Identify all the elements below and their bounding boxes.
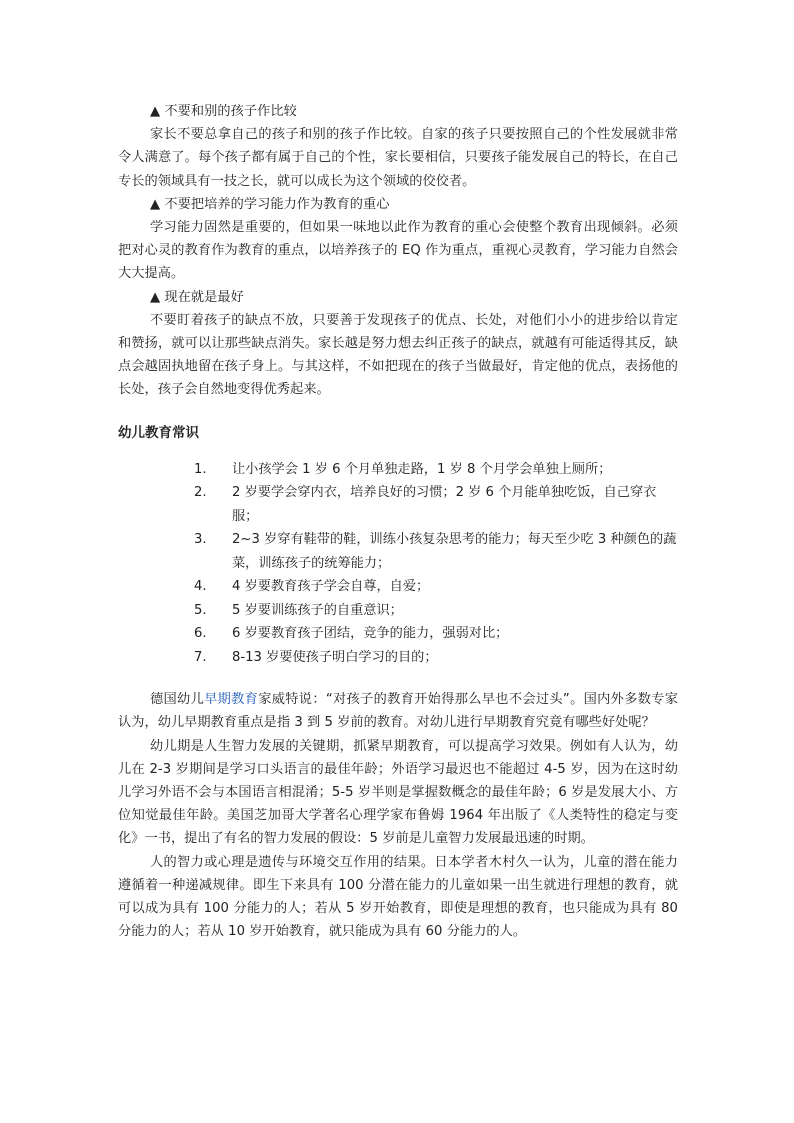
- list-item-text: 8-13 岁要使孩子明白学习的目的；: [232, 649, 438, 665]
- tip-heading-no-comparison: ▲ 不要和别的孩子作比较: [150, 104, 297, 119]
- intro-text-before-link: 德国幼儿: [150, 692, 205, 708]
- parenting-tips: [118, 100, 678, 402]
- list-item-text: 让小孩学会 1 岁 6 个月单独走路，1 岁 8 个月学会单独上厕所；: [232, 461, 612, 477]
- early-education-list: [194, 458, 678, 670]
- list-item-text: 4 岁要教育孩子学会自尊，自爱；: [232, 579, 430, 595]
- list-item: [194, 481, 678, 528]
- tip-heading-now-is-best: ▲ 现在就是最好: [150, 289, 244, 305]
- list-item: [194, 622, 678, 646]
- section-title-early-education: 幼儿教育常识: [118, 424, 199, 441]
- tip-paragraph-no-comparison: 家长不要总拿自己的孩子和别的孩子作比较。自家的孩子只要按照自己的个性发展就非常令人满意了。每个孩子都有属于自己的个性，家长要相信，只要孩子能发展自己的特长，在自己专长的领域具有一技之长，就可以成长为这个领域的佼佼者。: [118, 127, 678, 189]
- list-item: [194, 575, 678, 599]
- list-item: [194, 646, 678, 670]
- article-paragraph-potential-decline: 人的智力或心理是遗传与环境交互作用的结果。日本学者木村久一认为，儿童的潜在能力遵循着一种递减规律。即生下来具有 100 分潜在能力的儿童如果一出生就进行理想的教育，就可以成为具有 100 分能力的人；若从 5 岁开始教育，即使是理想的教育，也只能成为具有 80 分能力的人；若从 10 岁开始教育，就只能成为具有 60 分能力的人。: [118, 854, 678, 940]
- article-paragraph-intro: [118, 688, 678, 734]
- list-item: [194, 528, 678, 575]
- early-education-article: [118, 688, 678, 943]
- list-item: [194, 458, 678, 482]
- list-item-number: 7.: [194, 649, 207, 665]
- tip-paragraph-now-is-best: 不要盯着孩子的缺点不放，只要善于发现孩子的优点、长处，对他们小小的进步给以肯定和赞扬，就可以让那些缺点消失。家长越是努力想去纠正孩子的缺点，就越有可能适得其反，缺点会越固执地留在孩子身上。与其这样，不如把现在的孩子当做最好，肯定他的优点，表扬他的长处，孩子会自然地变得优秀起来。: [118, 312, 678, 398]
- list-item-number: 6.: [194, 626, 207, 642]
- list-item-text: 5 岁要训练孩子的自重意识；: [232, 602, 403, 618]
- list-item-number: 3.: [194, 532, 207, 548]
- article-paragraph-critical-period: 幼儿期是人生智力发展的关键期，抓紧早期教育，可以提高学习效果。例如有人认为，幼儿在 2-3 岁期间是学习口头语言的最佳年龄；外语学习最迟也不能超过 4-5 岁，因为在这时幼儿学习外语不会与本国语言相混淆；5-5 岁半则是掌握数概念的最佳年龄；6 岁是发展大小、方位知觉最佳年龄。美国芝加哥大学著名心理学家布鲁姆 1964 年出版了《人类特性的稳定与变化》一书，提出了有名的智力发展的假设：5 岁前是儿童智力发展最迅速的时期。: [118, 738, 678, 847]
- list-item-text: 6 岁要教育孩子团结，竞争的能力，强弱对比；: [232, 626, 509, 642]
- list-item-number: 2.: [194, 485, 207, 501]
- list-item-number: 5.: [194, 602, 207, 618]
- list-item-text: 2 岁要学会穿内衣，培养良好的习惯；2 岁 6 个月能单独吃饭，自己穿衣服；: [232, 485, 657, 524]
- spacer: [118, 669, 678, 688]
- list-item: [194, 599, 678, 623]
- intro-text-after-link: 家威特说：“对孩子的教育开始得那么早也不会过头”。国内外多数专家认为，幼儿早期教育重点是指 3 到 5 岁前的教育。对幼儿进行早期教育究竟有哪些好处呢？: [118, 692, 679, 731]
- list-item-number: 1.: [194, 461, 207, 477]
- document-page: [118, 100, 678, 943]
- tip-heading-learning-ability: ▲ 不要把培养的学习能力作为教育的重心: [150, 196, 390, 212]
- early-education-link[interactable]: 早期教育: [204, 692, 259, 708]
- list-item-number: 4.: [194, 579, 207, 595]
- list-item-text: 2~3 岁穿有鞋带的鞋，训练小孩复杂思考的能力；每天至少吃 3 种颜色的蔬菜，训练孩子的统筹能力；: [232, 532, 677, 571]
- tip-paragraph-learning-ability: 学习能力固然是重要的，但如果一味地以此作为教育的重心会使整个教育出现倾斜。必须把对心灵的教育作为教育的重点，以培养孩子的 EQ 作为重点，重视心灵教育，学习能力自然会大大提高。: [118, 220, 678, 282]
